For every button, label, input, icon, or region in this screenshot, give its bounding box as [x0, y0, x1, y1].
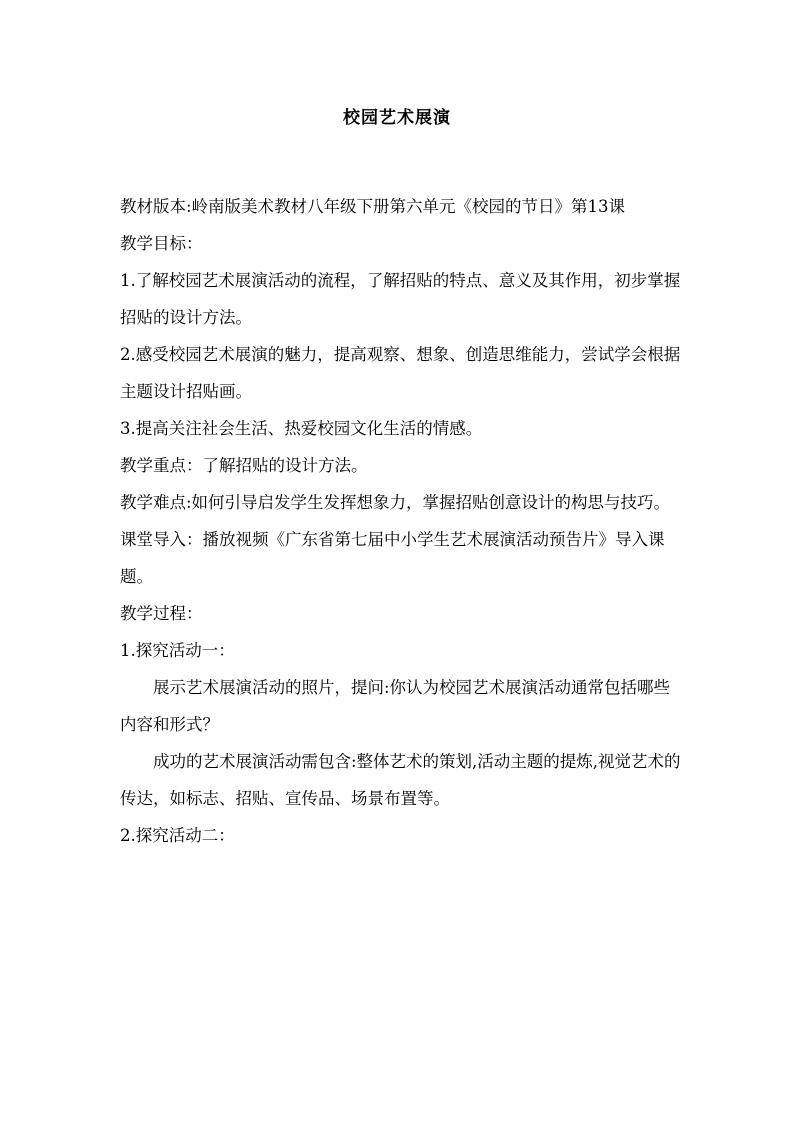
paragraph: 课堂导入：播放视频《广东省第七届中小学生艺术展演活动预告片》导入课题。 [120, 530, 665, 586]
paragraph: 教学难点:如何引导启发学生发挥想象力，掌握招贴创意设计的构思与技巧。 [120, 493, 671, 512]
paragraph: 展示艺术展演活动的照片，提问:你认为校园艺术展演活动通常包括哪些内容和形式？ [120, 678, 671, 734]
paragraph: 2.感受校园艺术展演的魅力，提高观察、想象、创造思维能力，尝试学会根据主题设计招贴画。 [120, 345, 681, 401]
paragraph: 教学过程： [120, 604, 203, 623]
paragraph: 1.了解校园艺术展演活动的流程，了解招贴的特点、意义及其作用，初步掌握招贴的设计方法。 [120, 271, 681, 327]
paragraph: 教学目标： [120, 234, 203, 253]
document-title: 校园艺术展演 [343, 108, 451, 128]
paragraph: 教材版本:岭南版美术教材八年级下册第六单元《校园的节日》第13课 [120, 197, 626, 216]
paragraph: 教学重点：了解招贴的设计方法。 [120, 456, 368, 475]
paragraph: 3.提高关注社会生活、热爱校园文化生活的情感。 [120, 419, 483, 438]
paragraph: 2.探究活动二： [120, 826, 235, 845]
paragraph: 成功的艺术展演活动需包含:整体艺术的策划,活动主题的提炼,视觉艺术的传达，如标志、招贴、宣传品、场景布置等。 [120, 752, 681, 808]
document-body [120, 188, 682, 854]
paragraph: 1.探究活动一： [120, 641, 235, 660]
